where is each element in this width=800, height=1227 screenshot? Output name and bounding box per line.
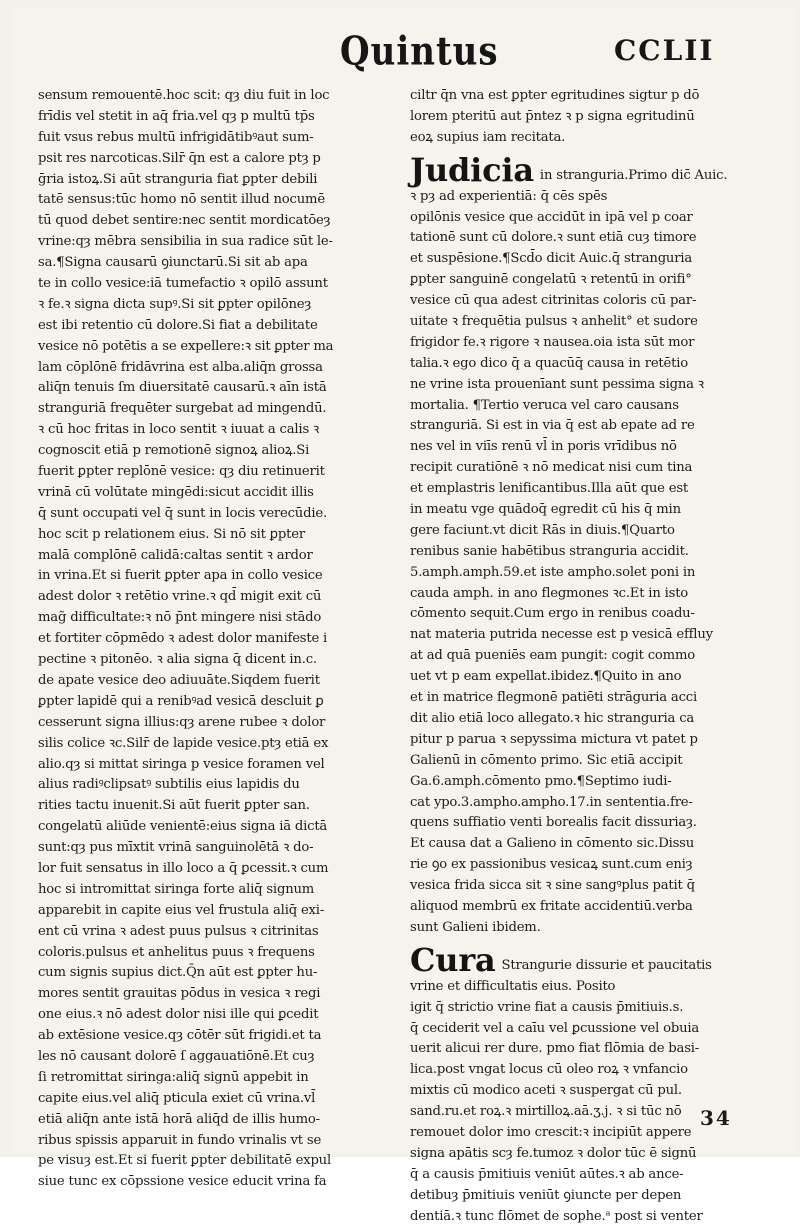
running-head: Quintus — [340, 29, 499, 75]
text-line: malā complōnē calidā:caltas sentit ꝛ ardor — [38, 547, 313, 563]
text-line: apparebit in capite eius vel frustula aliq̄ exi- — [38, 902, 325, 918]
text-line: vrine:qȝ mēbra sensibilia in sua radice sūt le- — [38, 234, 333, 250]
text-line: vesice nō potētis a se expellere:ꝛ sit ꝑpter ma — [38, 338, 334, 354]
text-line: ſi retromittat siringa:aliq̄ signū appebit in — [38, 1069, 309, 1085]
text-line: hoc si intromittat siringa forte aliq̄ signum — [38, 881, 315, 897]
text-line: igit q̄ strictio vrine fiat a causis p̄mitiuis.s. — [410, 999, 684, 1015]
text-line: in vrina.Et si fuerit ꝑpter apa in collo vesice — [38, 568, 323, 584]
judicia-heading — [410, 149, 775, 187]
text-line: mortalia. ¶Tertio veruca vel caro causans — [410, 397, 679, 413]
cura-heading-text: Strangurie dissurie et paucitatis — [501, 957, 712, 973]
text-line: 5.amph.amph.59.et iste ampho.solet poni in — [410, 564, 696, 580]
text-line: les nō causant dolorē ſ aggauatiōnē.Et cuȝ — [38, 1048, 315, 1064]
text-line: cauda amph. in ano flegmones ꝛc.Et in isto — [410, 585, 689, 601]
text-line: q̄ a causis p̄mitiuis veniūt aūtes.ꝛ ab ance- — [410, 1166, 684, 1182]
text-line: opilōnis vesice que accidūt in ipā vel p coar — [410, 209, 693, 225]
text-line: ciltr q̄n vna est ꝑpter egritudines sigtur p dō — [410, 88, 700, 103]
text-line: dit alio etiā loco allegato.ꝛ hic stranguria ca — [410, 710, 695, 726]
text-line: ꝑpter sanguinē congelatū ꝛ retentū in orifi° — [410, 272, 692, 288]
right-intro — [410, 86, 775, 149]
text-line: sunt:qȝ pus mīxtit vrinā sanguinolētā ꝛ do- — [38, 840, 314, 856]
text-line: est ibi retentio cū dolore.Si fiat a debilitate — [38, 317, 318, 333]
text-line: alio.qȝ si mittat siringa p vesice foramen vel — [38, 756, 325, 772]
text-line: Ga.6.amph.cōmento pmo.¶Septimo iudi- — [410, 773, 672, 789]
text-line: vesice cū qua adest citrinitas coloris cū par- — [410, 293, 697, 309]
text-line: psit res narcoticas.Silr̄ q̄n est a calore ptȝ p — [38, 150, 321, 166]
text-line: uitate ꝛ frequētia pulsus ꝛ anhelit° et sudore — [410, 314, 698, 330]
text-line: aliq̄n tenuis ſm diuersitatē causarū.ꝛ aīn istā — [38, 380, 327, 396]
text-line: sand.ru.et roꝝ.ꝛ mirtilloꝝ.aā.ʒ.j. ꝛ si tūc nō — [410, 1104, 682, 1120]
text-line: cesserunt signa illius:qȝ arene rubee ꝛ dolor — [38, 714, 326, 730]
text-line: silis colice ꝛc.Silr̄ de lapide vesice.ptȝ etiā ex — [38, 735, 329, 751]
text-line: uet vt p eam expellat.ibidez.¶Quito in ano — [410, 669, 682, 685]
text-line: signa apātis scȝ fe.tumoz ꝛ dolor tūc ē signū — [410, 1145, 697, 1161]
text-line: ꝛ pȝ ad experientiā: q̄ cēs spēs — [410, 188, 608, 204]
text-line: lam cōplōnē fridāvrina est alba.aliq̄n grossa — [38, 359, 323, 375]
text-line: cum signis supius dict.Q̄n aūt est ꝑpter hu- — [38, 965, 318, 981]
text-line: cōmento sequit.Cum ergo in renibus coadu- — [410, 606, 695, 622]
text-line: renibus sanie habētibus stranguria accidit. — [410, 543, 689, 559]
judicia-text — [410, 187, 775, 939]
text-line: tatē sensus:tūc homo nō sentit illud nocumē — [38, 192, 325, 208]
text-line: capite eius.vel aliq̄ pticula exiet cū vrina.vl̄ — [38, 1090, 316, 1106]
text-line: ꝑpter lapidē qui a renibꝰad vesicā descluit ꝑ — [38, 693, 324, 709]
text-line: aliquod membrū ex fritate accidentiū.verba — [410, 898, 693, 914]
text-line: hoc scit p relationem eius. Si nō sit ꝑpter — [38, 526, 305, 542]
text-line: sensum remouentē.hoc scit: qȝ diu fuit in loc — [38, 88, 330, 103]
text-line: at ad quā pueniēs eam pungit: cogit commo — [410, 648, 695, 664]
text-line: cognoscit etiā p remotionē signoꝝ alioꝝ.Si — [38, 443, 310, 459]
text-line: frigidor fe.ꝛ rigore ꝛ nausea.oia ista sūt mor — [410, 334, 695, 350]
text-line: lica.post vngat locus cū oleo roꝝ ꝛ vnfancio — [410, 1062, 688, 1078]
text-line: fuerit ꝑpter replōnē vesice: qȝ diu retinuerit — [38, 464, 325, 480]
text-line: tationē sunt cū dolore.ꝛ sunt etiā cuȝ timore — [410, 230, 697, 246]
text-line: adest dolor ꝛ retētio vrine.ꝛ qd̄ migit exit cū — [38, 589, 322, 605]
text-line: et suspēsione.¶Scd̄o dicit Auic.q̄ stranguria — [410, 251, 693, 267]
text-line: recipit curatiōnē ꝛ nō medicat nisi cum tina — [410, 460, 693, 476]
text-line: cat ypo.3.ampho.ampho.17.in sententia.fre- — [410, 794, 693, 810]
text-line: vesica frida sicca sit ꝛ sine sangꝰplus patit q̄ — [410, 878, 695, 894]
folio-number: CCLII — [614, 34, 715, 67]
page-header — [0, 22, 800, 82]
text-line: etiā aliq̄n ante istā horā aliq̄d de illis humo- — [38, 1111, 320, 1127]
text-line: mixtis cū modico aceti ꝛ suspergat cū pul. — [410, 1083, 682, 1099]
text-line: rities tactu inuenit.Si aūt fuerit ꝑpter san. — [38, 798, 310, 814]
text-line: congelatū aliūde venientē:eius signa iā dictā — [38, 819, 328, 835]
text-line: sunt Galieni ibidem. — [410, 919, 541, 935]
text-line: nes vel in viīs renū vl̄ in poris vrīdibus nō — [410, 439, 677, 455]
text-line: mores sentit grauitas pōdus in vesica ꝛ regi — [38, 986, 321, 1002]
text-line: in meatu vge quādoq̄ egredit cū his q̄ min — [410, 502, 681, 518]
text-line: de apate vesice deo adiuuāte.Siqdem fuerit — [38, 672, 320, 688]
text-line: et fortiter cōpmēdo ꝛ adest dolor manifeste i — [38, 631, 328, 647]
text-line: vrine et difficultatis eius. Posito — [410, 978, 616, 994]
text-line: detibuȝ p̄mitiuis veniūt ꝯiuncte per depen — [410, 1187, 682, 1203]
text-line: ꝛ cū hoc fritas in loco sentit ꝛ iuuat a calis ꝛ — [38, 422, 320, 438]
text-line: q̄ sunt occupati vel q̄ sunt in locis verecūdie. — [38, 505, 327, 521]
judicia-heading-text: in stranguria.Primo dic̄ Auic. — [539, 167, 728, 183]
right-column — [410, 86, 775, 1227]
text-line: alius radiꝰclipsatꝰ subtilis eius lapidis du — [38, 777, 300, 793]
text-line: Galienū in cōmento primo. Sic etiā accipit — [410, 752, 683, 768]
text-line: mag̃ difficultate:ꝛ nō p̄nt mingere nisi stādo — [38, 610, 322, 626]
text-line: pe visuȝ est.Et si fuerit ꝑpter debilitatē expul — [38, 1153, 331, 1169]
text-line: one eius.ꝛ nō adest dolor nisi ille qui ꝑcedit — [38, 1007, 319, 1023]
text-line: pectine ꝛ pitonēo. ꝛ alia signa q̄ dicent in.c. — [38, 652, 317, 668]
text-line: talia.ꝛ ego dico q̄ a quacūq̄ causa in retētio — [410, 355, 688, 371]
text-line: coloris.pulsus et anhelitus puus ꝛ frequens — [38, 944, 315, 960]
text-line: pitur p parua ꝛ sepyssima mictura vt patet p — [410, 731, 698, 747]
text-line: ne vrine ista prouenīant sunt pessima signa ꝛ — [410, 376, 704, 392]
signature-mark: 34 — [700, 1106, 732, 1130]
judicia-initial: Judicia — [410, 150, 534, 189]
text-line: remouet dolor imo crescit:ꝛ incipiūt appere — [410, 1124, 692, 1140]
text-line: sa.¶Signa causarū ꝯiunctarū.Si sit ab apa — [38, 255, 308, 271]
cura-text — [410, 977, 775, 1227]
text-line: stranguriā. Si est in via q̄ est ab epate ad re — [410, 418, 695, 434]
text-line: rie ꝯo ex passionibus vesicaꝝ sunt.cum eniȝ — [410, 857, 693, 873]
text-line: nat materia putrida necesse est p vesicā effluy — [410, 627, 713, 643]
text-line: eoꝝ supius iam recitata. — [410, 129, 566, 145]
text-line: gere faciunt.vt dicit Rās in diuis.¶Quarto — [410, 522, 675, 538]
text-line: frīdis vel stetit in aq̄ fria.vel qȝ p multū tp̄s — [38, 108, 315, 124]
text-line: q̄ ceciderit vel a caīu vel ꝑcussione vel obuia — [410, 1020, 700, 1036]
left-column — [38, 86, 406, 1193]
text-line: fuit vsus rebus multū infrigidātibꝰaut sum- — [38, 129, 314, 145]
text-line: et in matrice flegmonē patiēti strāguria acci — [410, 690, 697, 706]
text-line: lor fuit sensatus in illo loco a q̄ ꝑcessit.ꝛ cum — [38, 860, 329, 876]
cura-heading — [410, 939, 775, 977]
text-line: Et causa dat a Galieno in cōmento sic.Dissu — [410, 836, 695, 852]
text-line: et emplastris lenificantibus.Illa aūt que est — [410, 481, 689, 497]
text-line: ribus spissis apparuit in fundo vrinalis vt se — [38, 1132, 322, 1148]
text-line: ꝛ fe.ꝛ signa dicta supꝰ.Si sit ꝑpter opilōneȝ — [38, 296, 312, 312]
text-line: lorem pteritū aut p̄ntez ꝛ p signa egritudinū — [410, 108, 695, 124]
cura-initial: Cura — [410, 940, 496, 979]
text-line: stranguriā frequēter surgebat ad mingendū. — [38, 401, 327, 417]
text-line: uerit alicui rer dure. pmo fiat flōmia de basi- — [410, 1041, 700, 1057]
text-line: siue tunc ex cōpssione vesice educit vrina fa — [38, 1174, 327, 1190]
text-line: ent cū vrina ꝛ adest puus pulsus ꝛ citrinitas — [38, 923, 319, 939]
text-line: vrinā cū volūtate mingēdi:sicut accidit illis — [38, 484, 314, 500]
text-line: tū quod debet sentire:nec sentit mordicatōeȝ — [38, 213, 331, 229]
text-line: quens suffiatio venti borealis facit dissuriaȝ. — [410, 815, 697, 831]
text-line: dentiā.ꝛ tunc flōmet de sophe.ᵃ post si venter — [410, 1208, 703, 1224]
text-line: te in collo vesice:iā tumefactio ꝛ opilō assunt — [38, 276, 328, 292]
text-line: ab extēsione vesice.qȝ cōtēr sūt frigidi.et ta — [38, 1028, 322, 1044]
text-line: ḡria istoꝝ.Si aūt stranguria fiat ꝑpter debili — [38, 171, 318, 187]
